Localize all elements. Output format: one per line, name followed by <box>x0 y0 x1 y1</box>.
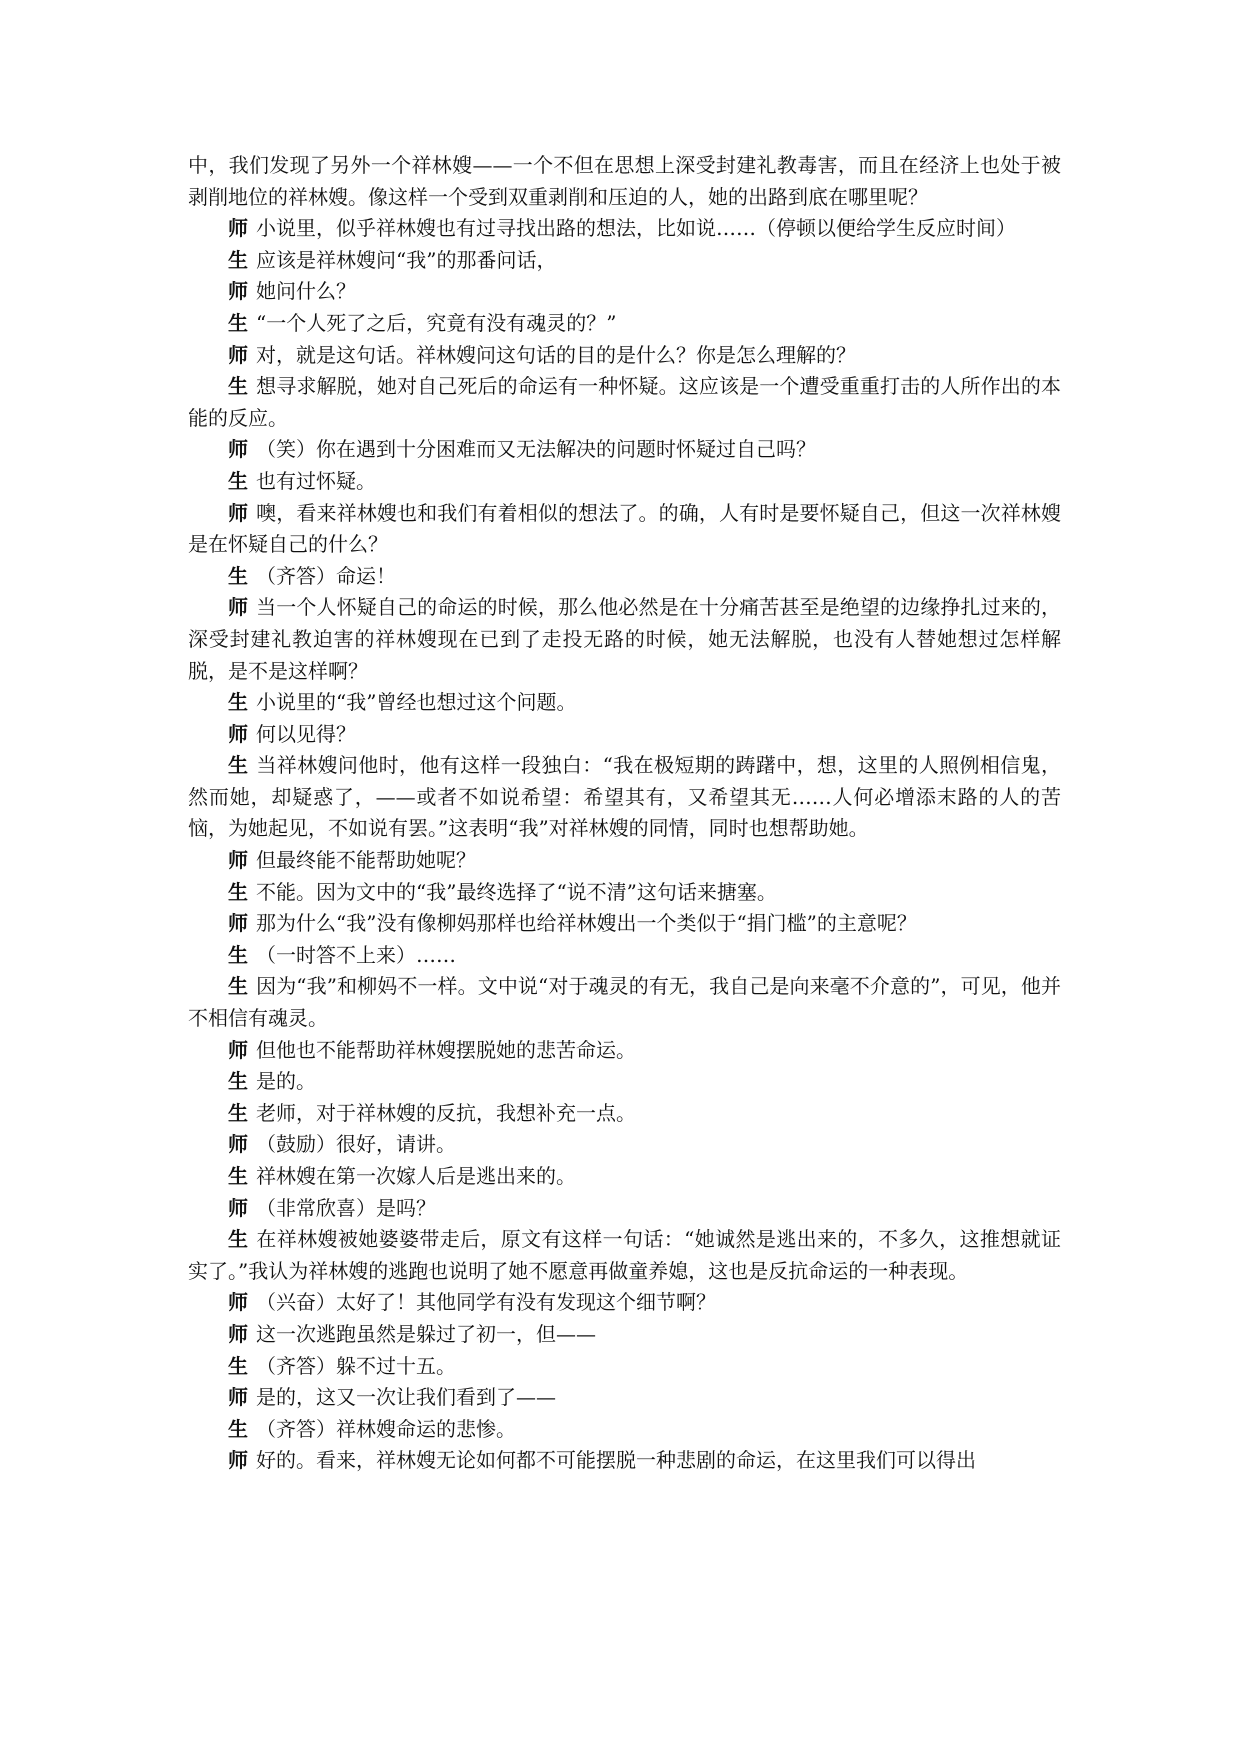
dialogue-paragraph <box>188 719 1061 751</box>
speaker-label: 师 <box>228 721 248 746</box>
paragraph-text: 祥林嫂在第一次嫁人后是逃出来的。 <box>256 1164 576 1188</box>
speaker-label: 生 <box>228 690 248 715</box>
speaker-label: 师 <box>228 911 248 936</box>
dialogue-paragraph <box>188 1129 1061 1161</box>
speaker-label: 生 <box>228 1353 248 1378</box>
dialogue-paragraph <box>188 466 1061 498</box>
dialogue-paragraph <box>188 592 1061 687</box>
speaker-label: 生 <box>228 374 249 399</box>
speaker-label: 生 <box>228 468 248 493</box>
paragraph-text: 是的，这又一次让我们看到了—— <box>256 1385 556 1410</box>
paragraph-text: （一时答不上来）…… <box>256 942 456 967</box>
dialogue-paragraph <box>188 845 1061 877</box>
paragraph-text: 但他也不能帮助祥林嫂摆脱她的悲苦命运。 <box>256 1037 636 1062</box>
dialogue-paragraph <box>188 877 1061 909</box>
speaker-label: 生 <box>228 942 248 967</box>
dialogue-paragraph <box>188 1445 1061 1477</box>
speaker-label: 生 <box>228 879 248 904</box>
dialogue-paragraph <box>188 276 1061 308</box>
dialogue-paragraph <box>188 1351 1061 1383</box>
paragraph-text: 中，我们发现了另外一个祥林嫂——一个不但在思想上深受封建礼教毒害，而且在经济上也处于被剥削地位的祥林嫂。像这样一个受到双重剥削和压迫的人，她的出路到底在哪里呢？ <box>188 153 1061 209</box>
paragraph-text: （笑）你在遇到十分困难而又无法解决的问题时怀疑过自己吗？ <box>256 437 816 462</box>
speaker-label: 生 <box>228 974 249 999</box>
speaker-label: 师 <box>228 1321 248 1346</box>
dialogue-paragraph <box>188 434 1061 466</box>
dialogue-paragraph <box>188 1319 1061 1351</box>
speaker-label: 生 <box>228 753 249 778</box>
paragraph-text: “一个人死了之后，究竟有没有魂灵的？” <box>256 310 617 335</box>
dialogue-paragraph <box>188 1224 1061 1287</box>
speaker-label: 生 <box>228 1069 248 1094</box>
dialogue-paragraph <box>188 687 1061 719</box>
speaker-label: 师 <box>228 216 248 241</box>
dialogue-paragraph <box>188 1287 1061 1319</box>
dialogue-paragraph <box>188 1382 1061 1414</box>
paragraph-text: （齐答）命运！ <box>256 563 396 588</box>
paragraph-text: 对，就是这句话。祥林嫂问这句话的目的是什么？你是怎么理解的？ <box>256 342 856 367</box>
dialogue-paragraph <box>188 940 1061 972</box>
dialogue-paragraph <box>188 1098 1061 1130</box>
speaker-label: 师 <box>228 279 248 304</box>
paragraph-text: 好的。看来，祥林嫂无论如何都不可能摆脱一种悲剧的命运，在这里我们可以得出 <box>256 1448 976 1473</box>
speaker-label: 师 <box>228 1037 248 1062</box>
paragraph-text: 因为“我”和柳妈不一样。文中说“对于魂灵的有无，我自己是向来毫不介意的”，可见，他并不相信有魂灵。 <box>188 974 1062 1031</box>
paragraph-text: （非常欣喜）是吗？ <box>256 1195 436 1220</box>
dialogue-paragraph <box>188 561 1061 593</box>
paragraph-text: 当祥林嫂问他时，他有这样一段独白：“我在极短期的踌躇中，想，这里的人照例相信鬼，然而她，却疑惑了，——或者不如说希望：希望其有，又希望其无……人何必增添末路的人的苦恼，为她起见，不如说有罢。”这表明“我”对祥林嫂的同情，同时也想帮助她。 <box>188 753 1061 841</box>
paragraph-text: （鼓励）很好，请讲。 <box>256 1132 456 1157</box>
paragraph-text: 这一次逃跑虽然是躲过了初一，但—— <box>256 1321 596 1346</box>
dialogue-paragraph <box>188 245 1061 277</box>
dialogue-paragraph <box>188 1414 1061 1446</box>
dialogue-paragraph <box>188 1066 1061 1098</box>
paragraph-text: 但最终能不能帮助她呢？ <box>256 848 476 873</box>
speaker-label: 师 <box>228 1448 248 1473</box>
dialogue-paragraph <box>188 908 1061 940</box>
dialogue-paragraph <box>188 1035 1061 1067</box>
paragraph-text: 也有过怀疑。 <box>256 468 376 493</box>
speaker-label: 师 <box>228 1195 248 1220</box>
paragraph-text: 不能。因为文中的“我”最终选择了“说不清”这句话来搪塞。 <box>256 879 777 904</box>
dialogue-paragraph <box>188 1193 1061 1225</box>
speaker-label: 师 <box>228 1132 248 1157</box>
speaker-label: 师 <box>228 1290 248 1315</box>
dialogue-paragraph <box>188 1161 1061 1193</box>
paragraph-text: 当一个人怀疑自己的命运的时候，那么他必然是在十分痛苦甚至是绝望的边缘挣扎过来的，深受封建礼教迫害的祥林嫂现在已到了走投无路的时候，她无法解脱，也没有人替她想过怎样解脱，是不是这样啊？ <box>188 595 1061 683</box>
paragraph-text: （齐答）躲不过十五。 <box>256 1353 456 1378</box>
paragraph-text: 应该是祥林嫂问“我”的那番问话， <box>256 247 557 272</box>
paragraph-text: 是的。 <box>256 1069 316 1094</box>
paragraph-text: 在祥林嫂被她婆婆带走后，原文有这样一句话：“她诚然是逃出来的，不多久，这推想就证实了。”我认为祥林嫂的逃跑也说明了她不愿意再做童养媳，这也是反抗命运的一种表现。 <box>188 1227 1061 1283</box>
paragraph-text: 想寻求解脱，她对自己死后的命运有一种怀疑。这应该是一个遭受重重打击的人所作出的本能的反应。 <box>188 374 1061 430</box>
dialogue-paragraph <box>188 308 1061 340</box>
dialogue-paragraph <box>188 750 1061 845</box>
paragraph-text: 她问什么？ <box>256 279 356 304</box>
speaker-label: 生 <box>228 1416 248 1441</box>
speaker-label: 师 <box>228 342 248 367</box>
speaker-label: 生 <box>228 563 248 588</box>
speaker-label: 生 <box>228 1227 249 1252</box>
speaker-label: 生 <box>228 310 248 335</box>
dialogue-paragraph <box>188 498 1061 561</box>
speaker-label: 师 <box>228 1385 248 1410</box>
dialogue-paragraph <box>188 340 1061 372</box>
speaker-label: 生 <box>228 1100 248 1125</box>
speaker-label: 师 <box>228 595 249 620</box>
paragraph-text: 何以见得？ <box>256 721 356 746</box>
speaker-label: 师 <box>228 848 248 873</box>
paragraph-text: 噢，看来祥林嫂也和我们有着相似的想法了。的确，人有时是要怀疑自己，但这一次祥林嫂是在怀疑自己的什么？ <box>188 500 1061 557</box>
document-body <box>188 150 1061 1477</box>
paragraph-text: （齐答）祥林嫂命运的悲惨。 <box>256 1416 516 1441</box>
speaker-label: 师 <box>228 437 248 462</box>
dialogue-paragraph <box>188 371 1061 434</box>
paragraph-text: 小说里，似乎祥林嫂也有过寻找出路的想法，比如说……（停顿以便给学生反应时间） <box>256 216 1016 241</box>
paragraph-text: （兴奋）太好了！其他同学有没有发现这个细节啊？ <box>256 1290 716 1315</box>
dialogue-paragraph <box>188 971 1061 1034</box>
paragraph-text: 老师，对于祥林嫂的反抗，我想补充一点。 <box>256 1100 636 1125</box>
paragraph-text: 那为什么“我”没有像柳妈那样也给祥林嫂出一个类似于“捐门槛”的主意呢？ <box>256 911 917 936</box>
dialogue-paragraph <box>188 150 1061 213</box>
speaker-label: 生 <box>228 247 248 272</box>
speaker-label: 师 <box>228 500 249 525</box>
paragraph-text: 小说里的“我”曾经也想过这个问题。 <box>256 690 577 715</box>
dialogue-paragraph <box>188 213 1061 245</box>
speaker-label: 生 <box>228 1164 248 1188</box>
